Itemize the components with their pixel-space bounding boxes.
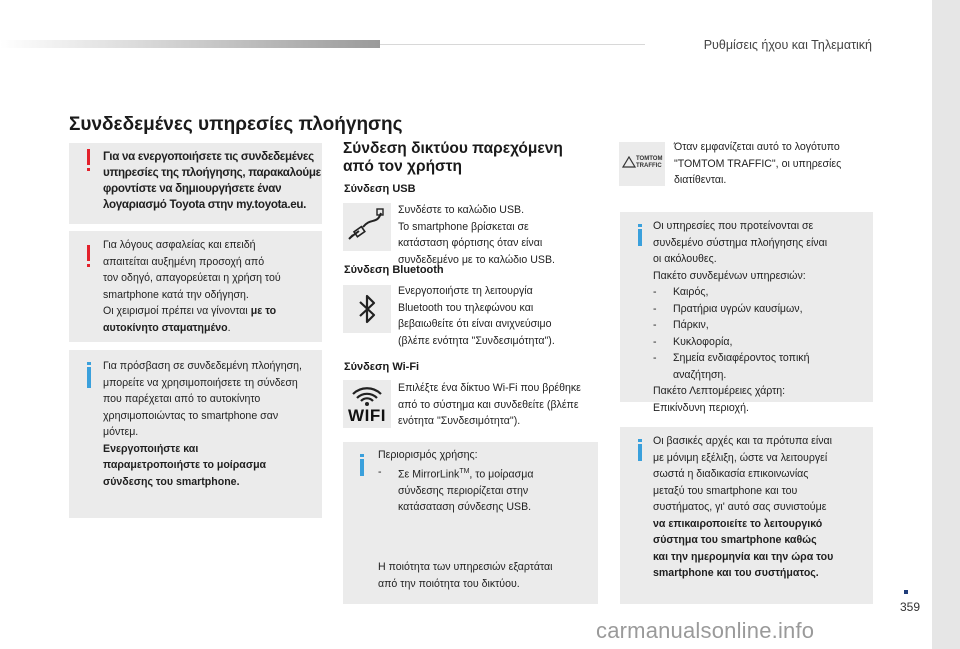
wifi-icon-label: WIFI: [348, 406, 386, 425]
info-box-compatibility: [620, 427, 873, 604]
info-box-limitations: [343, 442, 598, 604]
section-header: Ρυθμίσεις ήχου και Τηλεματική: [703, 38, 872, 52]
services-text: Οι υπηρεσίες που προτείνονται σε συνδεμένο σύστημα πλοήγησης είναι οι ακόλουθες. Πακέτο συνδεμένων υπηρεσιών: - Καιρός, - Πρατήρια υγρών καυσίμων, - Πάρκιν, - Κυκλοφορία, - Σημεία ενδιαφέροντος τοπική αναζήτηση. Πακέτο Λεπτομέρειες χάρτη: Επικίνδυνη περιοχή.: [653, 218, 871, 416]
network-heading: Σύνδεση δικτύου παρεχόμενη από τον χρήστη: [343, 140, 563, 175]
bluetooth-icon: [343, 285, 391, 333]
warning-account-text: Για να ενεργοποιήσετε τις συνδεδεμένες υπηρεσίες της πλοήγησης, παρακαλούμε φροντίστε να δημιουργήσετε έναν λογαριασμό Toyota στην my.toyota.eu.: [103, 150, 321, 211]
info-icon: [357, 454, 367, 476]
header-rule: [0, 40, 380, 48]
usb-cable-icon: [343, 203, 391, 251]
page-marker: [904, 590, 908, 594]
warning-box-safety: [69, 231, 322, 342]
usb-text: Συνδέστε το καλώδιο USB. Το smartphone βρίσκεται σε κατάσταση φόρτισης όταν είναι συνδεδεμένο με το καλώδιο USB.: [398, 204, 555, 266]
watermark: carmanualsonline.info: [596, 618, 815, 643]
info-box-tethering: [69, 350, 322, 518]
wifi-label: Σύνδεση Wi-Fi: [344, 361, 420, 373]
page-title: Συνδεδεμένες υπηρεσίες πλοήγησης: [69, 114, 403, 135]
tomtom-traffic-logo: TOMTOM TRAFFIC: [619, 142, 665, 186]
compatibility-text: Οι βασικές αρχές και τα πρότυπα είναι με μόνιμη εξέλιξη, ώστε να λειτουργεί σωστά η διαδικασία επικοινωνίας μεταξύ του smartphone και του συστήματος, γι' αυτό σας συνιστούμε να επικαιροποιείτε το λειτουργικό σύστημα του smartphone καθώς και την ημερομηνία και την ώρα του smartphone και του συστήματος.: [653, 435, 834, 579]
quality-text: Η ποιότητα των υπηρεσιών εξαρτάται από την ποιότητα του δικτύου.: [378, 561, 553, 590]
info-icon: [635, 439, 645, 461]
bluetooth-text: Ενεργοποιήστε τη λειτουργία Bluetooth του τηλεφώνου και βεβαιωθείτε ότι είναι ανιχνεύσιμο (βλέπε ενότητα "Συνδεσιμότητα").: [398, 285, 555, 347]
list-item: - Πρατήρια υγρών καυσίμων,: [653, 302, 803, 315]
tomtom-text: Όταν εμφανίζεται αυτό το λογότυπο "TOMTOM TRAFFIC", οι υπηρεσίες διατίθενται.: [674, 141, 842, 186]
wifi-icon: [343, 380, 391, 428]
info-box-services: [620, 212, 873, 414]
page-number: 359: [900, 600, 921, 614]
bluetooth-label: Σύνδεση Bluetooth: [344, 264, 444, 276]
limitations-text: Περιορισμός χρήσης: - Σε MirrorLink™, το μοίρασμα σύνδεσης περιορίζεται στην κατάσαταση σύνδεσης USB.: [378, 449, 534, 514]
list-item: - Πάρκιν,: [653, 319, 709, 331]
list-item: - Καιρός,: [653, 286, 709, 298]
wifi-text: Επιλέξτε ένα δίκτυο Wi-Fi που βρέθηκε από το σύστημα και συνδεθείτε (βλέπε ενότητα "Συνδεσιμότητα").: [398, 382, 581, 427]
warning-icon: [87, 245, 90, 261]
side-strip: [932, 0, 960, 649]
list-item: - Σημεία ενδιαφέροντος τοπική: [653, 352, 810, 364]
warning-safety-text: Για λόγους ασφαλείας και επειδή απαιτείται αυξημένη προσοχή από τον οδηγό, απαγορεύεται η χρήση τού smartphone κατά την οδήγηση. Οι χειρισμοί πρέπει να γίνονται με το αυτοκίνητο σταματημένο.: [103, 239, 281, 334]
usb-label: Σύνδεση USB: [344, 183, 416, 195]
warning-icon: [87, 149, 90, 165]
warning-box-account: [69, 143, 322, 224]
info-tethering-text: Για πρόσβαση σε συνδεδεμένη πλοήγηση, μπορείτε να χρησιμοποιήσετε τη σύνδεση που παρέχεται από το αυτοκίνητο χρησιμοποιώντας το smartphone σαν μόντεμ. Ενεργοποιήστε και παραμετροποιήστε το μοίρασμα σύνδεσης του smartphone.: [103, 360, 302, 488]
info-icon: [84, 362, 94, 388]
list-item: - Κυκλοφορία,: [653, 335, 733, 348]
header-rule-thin: [380, 44, 645, 45]
info-icon: [635, 224, 645, 246]
